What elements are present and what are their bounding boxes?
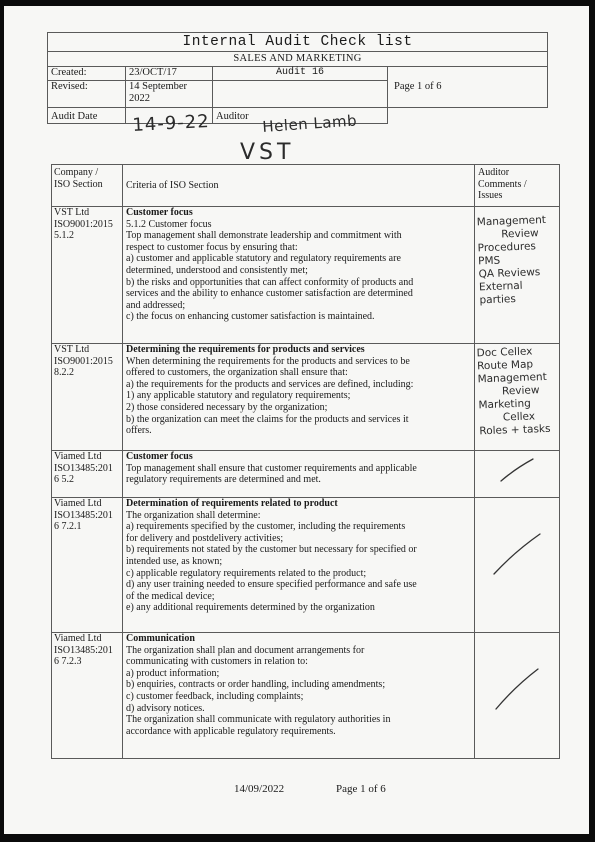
criteria-text-line: a) customer and applicable statutory and regulatory requirements are xyxy=(126,253,401,265)
company-section-cell xyxy=(52,207,123,344)
criteria-text-line: determined, understood and consistently met; xyxy=(126,264,308,276)
criteria-text-line: d) any user training needed to ensure specified performance and safe use xyxy=(126,579,417,591)
criteria-text-line: d) advisory notices. xyxy=(126,702,205,714)
criteria-text-line: 2) those considered necessary by the organization; xyxy=(126,401,328,413)
company-section-line: ISO13485:201 xyxy=(54,462,113,474)
handwritten-note: Doc Cellex xyxy=(476,345,533,360)
company-section-line: Viamed Ltd xyxy=(54,451,102,462)
criteria-text-line: a) product information; xyxy=(126,667,220,679)
table-row xyxy=(52,633,560,759)
auditor-comments-cell xyxy=(475,633,560,759)
criteria-column-header: Criteria of ISO Section xyxy=(123,165,475,207)
audit-number: Audit 16 xyxy=(213,67,388,81)
criteria-title: Customer focus xyxy=(126,207,193,218)
criteria-title: Determination of requirements related to product xyxy=(126,498,338,509)
criteria-text-line: b) requirements not stated by the customer but necessary for specified or xyxy=(126,544,417,556)
handwritten-note: Marketing xyxy=(478,397,532,412)
audit-date-handwritten: 14-9-22 xyxy=(131,110,211,136)
checked-tick-mark xyxy=(499,457,535,483)
criteria-cell xyxy=(123,498,475,633)
company-section-line: VST Ltd xyxy=(54,344,90,355)
criteria-text-line: a) requirements specified by the customer, including the requirements xyxy=(126,521,406,533)
company-column-header xyxy=(52,165,123,207)
company-handwritten: VST xyxy=(240,140,295,165)
criteria-text-line: Top management shall ensure that customer requirements and applicable xyxy=(126,462,417,474)
criteria-text-line: The organization shall determine: xyxy=(126,509,261,521)
handwritten-note: Roles + tasks xyxy=(479,422,551,438)
table-row xyxy=(52,498,560,633)
auditor-label: Auditor xyxy=(216,111,249,122)
criteria-cell xyxy=(123,344,475,451)
company-section-line: ISO13485:201 xyxy=(54,509,113,521)
company-section-line: ISO9001:2015 xyxy=(54,218,113,230)
comments-header-line: Issues xyxy=(478,190,503,202)
company-section-line: 6 7.2.1 xyxy=(54,521,82,533)
footer-page-number: Page 1 of 6 xyxy=(336,783,386,795)
header-table xyxy=(47,32,548,124)
criteria-text-line: 1) any applicable statutory and regulatory requirements; xyxy=(126,390,351,402)
company-section-line: 8.2.2 xyxy=(54,367,74,379)
revised-value xyxy=(126,81,213,108)
criteria-cell xyxy=(123,633,475,759)
company-section-cell xyxy=(52,451,123,498)
audit-date-label: Audit Date xyxy=(48,108,126,124)
table-body xyxy=(52,207,560,759)
page-indicator xyxy=(388,67,548,108)
empty-cell xyxy=(213,81,388,108)
criteria-text-line: b) enquiries, contracts or order handling, including amendments; xyxy=(126,679,386,691)
criteria-text-line: Top management shall demonstrate leadership and commitment with xyxy=(126,230,402,242)
auditor-comments-cell xyxy=(475,451,560,498)
criteria-text-line: The organization shall plan and document arrangements for xyxy=(126,644,365,656)
criteria-text-line: c) customer feedback, including complaints; xyxy=(126,690,304,702)
criteria-text-line: intended use, as known; xyxy=(126,555,223,567)
company-section-cell xyxy=(52,633,123,759)
footer-date: 14/09/2022 xyxy=(234,783,285,795)
company-section-line: 5.1.2 xyxy=(54,230,74,242)
criteria-text-line: respect to customer focus by ensuring that: xyxy=(126,241,298,253)
company-section-line: ISO9001:2015 xyxy=(54,355,113,367)
criteria-text-line: communicating with customers in relation to: xyxy=(126,656,308,668)
handwritten-notes xyxy=(476,206,557,308)
page-indicator-text: Page 1 of 6 xyxy=(394,81,442,92)
handwritten-note: QA Reviews xyxy=(478,266,541,281)
handwritten-note: Review xyxy=(501,227,539,241)
table-row xyxy=(52,207,560,344)
criteria-text-line: services and the ability to enhance customer satisfaction are determined xyxy=(126,288,413,300)
handwritten-notes xyxy=(476,343,557,439)
handwritten-note: External xyxy=(478,279,523,294)
revised-value-line2: 2022 xyxy=(129,93,150,104)
company-section-line: 6 7.2.3 xyxy=(54,656,82,668)
comments-header-line: Comments / xyxy=(478,178,527,190)
company-section-line: ISO13485:201 xyxy=(54,644,113,656)
criteria-text-line: accordance with applicable regulatory requirements. xyxy=(126,725,336,737)
company-section-line: Viamed Ltd xyxy=(54,633,102,644)
handwritten-note: Management xyxy=(477,370,547,386)
handwritten-note: PMS xyxy=(477,254,501,268)
company-header-line: ISO Section xyxy=(54,178,103,190)
criteria-text-line: c) the focus on enhancing customer satisfaction is maintained. xyxy=(126,311,375,323)
criteria-text-line: e) any additional requirements determined by the organization xyxy=(126,602,375,614)
criteria-text-line: and addressed; xyxy=(126,299,186,311)
auditor-comments-cell xyxy=(475,207,560,344)
handwritten-note: Management xyxy=(476,213,547,229)
criteria-text-line: offered to customers, the organization shall ensure that: xyxy=(126,367,348,379)
handwritten-note: Route Map xyxy=(476,358,534,373)
criteria-title: Determining the requirements for products and services xyxy=(126,344,365,355)
criteria-text-line: The organization shall communicate with regulatory authorities in xyxy=(126,714,391,726)
checked-tick-mark xyxy=(492,532,542,576)
criteria-text-line: c) applicable regulatory requirements related to the product; xyxy=(126,567,367,579)
table-row xyxy=(52,344,560,451)
handwritten-note: parties xyxy=(479,293,517,307)
criteria-text-line: a) the requirements for the products and services are defined, including: xyxy=(126,378,414,390)
criteria-cell xyxy=(123,451,475,498)
criteria-text-line: b) the risks and opportunities that can affect conformity of products and xyxy=(126,276,414,288)
auditor-signature: Helen Lamb xyxy=(261,111,358,136)
company-section-line: 6 5.2 xyxy=(54,474,74,486)
criteria-text-line: for delivery and postdelivery activities; xyxy=(126,532,284,544)
auditor-comments-cell xyxy=(475,498,560,633)
company-section-line: Viamed Ltd xyxy=(54,498,102,509)
handwritten-note: Cellex xyxy=(502,410,536,424)
criteria-text-line: When determining the requirements for the products and services to be xyxy=(126,355,410,367)
document-subtitle: SALES AND MARKETING xyxy=(48,52,548,67)
criteria-cell xyxy=(123,207,475,344)
revised-value-line1: 14 September xyxy=(129,81,188,92)
company-section-cell xyxy=(52,498,123,633)
company-section-cell xyxy=(52,344,123,451)
table-header-row xyxy=(52,165,560,207)
created-value: 23/OCT/17 xyxy=(126,67,213,81)
company-section-line: VST Ltd xyxy=(54,207,90,218)
audit-checklist-table xyxy=(51,164,560,759)
criteria-title: Communication xyxy=(126,633,195,644)
empty-cell xyxy=(388,108,548,124)
created-label: Created: xyxy=(48,67,126,81)
company-header-line: Company / xyxy=(54,167,99,178)
auditor-comments-cell xyxy=(475,344,560,451)
revised-label: Revised: xyxy=(48,81,126,108)
handwritten-note: Procedures xyxy=(477,240,537,255)
checked-tick-mark xyxy=(494,667,540,711)
handwritten-note: Review xyxy=(501,384,540,398)
table-row xyxy=(52,451,560,498)
criteria-text-line: regulatory requirements are determined and met. xyxy=(126,474,321,486)
criteria-text-line: of the medical device; xyxy=(126,590,215,602)
criteria-text-line: 5.1.2 Customer focus xyxy=(126,218,212,230)
comments-header-line: Auditor xyxy=(478,167,510,178)
criteria-text-line: offers. xyxy=(126,425,152,437)
document-title: Internal Audit Check list xyxy=(48,33,548,52)
comments-column-header xyxy=(475,165,560,207)
criteria-text-line: b) the organization can meet the claims for the products and services it xyxy=(126,413,409,425)
criteria-title: Customer focus xyxy=(126,451,193,462)
